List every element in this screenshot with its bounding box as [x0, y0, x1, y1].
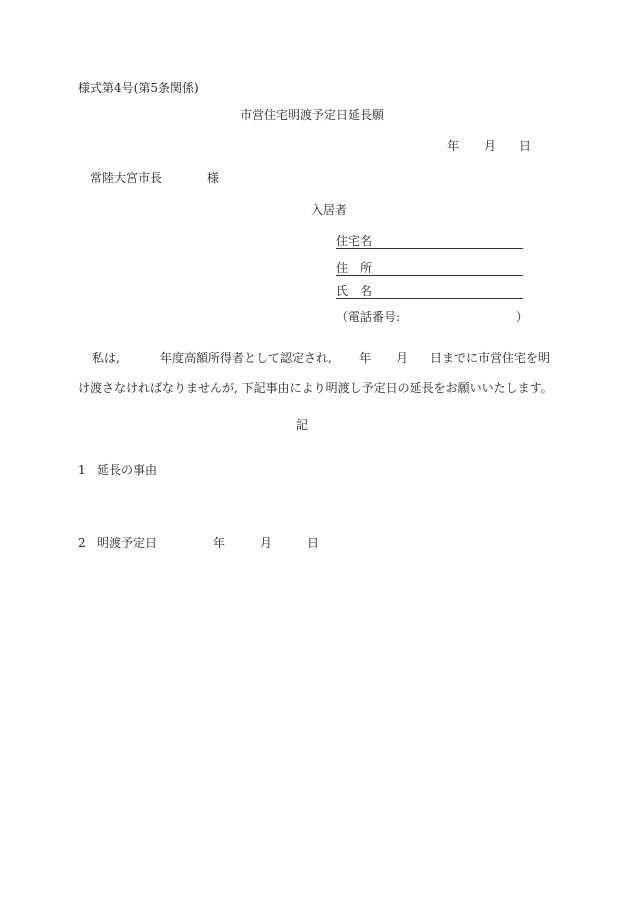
date-month-label: 月 — [484, 139, 497, 153]
item-2-number: 2 — [78, 536, 86, 550]
name-label: 氏 名 — [336, 284, 373, 298]
address-label: 住 所 — [336, 261, 373, 275]
applicant-heading: 入居者 — [311, 203, 348, 217]
date-year-label: 年 — [447, 139, 460, 153]
document-title: 市営住宅明渡予定日延長願 — [240, 108, 385, 122]
item-2-month: 月 — [260, 536, 273, 550]
body-line1-year: 年 — [359, 351, 372, 365]
addressee-name: 常陸大宮市長 — [90, 171, 163, 185]
housing-name-line — [336, 248, 523, 249]
name-line — [336, 298, 523, 299]
form-number: 様式第4号(第5条関係) — [78, 81, 199, 95]
date-day-label: 日 — [519, 139, 532, 153]
address-line — [336, 275, 523, 276]
body-line1-part5: 日までに市営住宅を明 — [430, 351, 551, 365]
housing-name-label: 住宅名 — [336, 234, 373, 248]
phone-label-open: （電話番号: — [336, 310, 401, 324]
ki-heading: 記 — [296, 418, 309, 432]
item-2-day: 日 — [307, 536, 320, 550]
item-1-label: 延長の事由 — [97, 463, 158, 477]
item-1-number: 1 — [78, 463, 86, 477]
item-2-year: 年 — [213, 536, 226, 550]
body-line1-part1: 私は, — [92, 351, 120, 365]
phone-label-close: ） — [516, 310, 529, 324]
body-line1-month: 月 — [396, 351, 409, 365]
item-2-label: 明渡予定日 — [97, 536, 158, 550]
body-line1-part2: 年度高額所得者として認定され, — [160, 351, 332, 365]
addressee-honorific: 様 — [207, 171, 220, 185]
body-line2: け渡さなければなりませんが, 下記事由により明渡し予定日の延長をお願いいたします。 — [78, 381, 553, 395]
